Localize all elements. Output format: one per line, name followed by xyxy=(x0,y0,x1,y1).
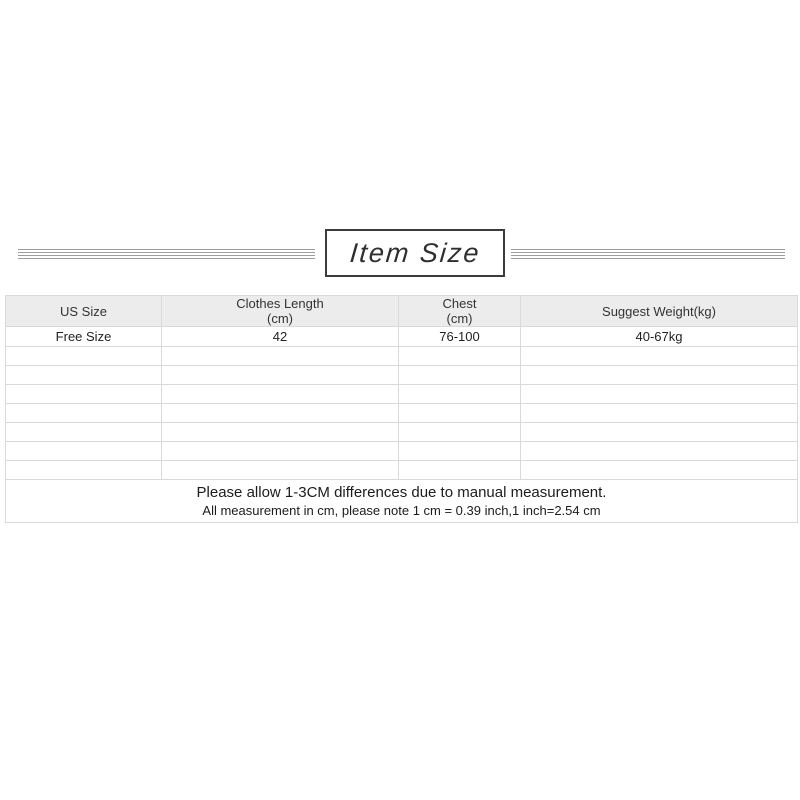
header-clothes-length xyxy=(162,296,399,327)
cell-clothes-length: 42 xyxy=(162,327,399,347)
measurement-note-row xyxy=(6,480,798,523)
empty-row xyxy=(6,442,798,461)
empty-cell xyxy=(6,385,162,404)
empty-row xyxy=(6,385,798,404)
decorative-line-left xyxy=(18,249,315,259)
empty-cell xyxy=(399,366,521,385)
table-header-row xyxy=(6,296,798,327)
empty-cell xyxy=(162,385,399,404)
empty-cell xyxy=(399,385,521,404)
table-row-free-size xyxy=(6,327,798,347)
note-line-2: All measurement in cm, please note 1 cm = 0.39 inch,1 inch=2.54 cm xyxy=(202,503,601,518)
size-table xyxy=(5,295,798,523)
item-size-title: Item Size xyxy=(348,237,482,268)
header-unit: (cm) xyxy=(446,311,473,326)
empty-cell xyxy=(162,423,399,442)
empty-cell xyxy=(521,404,798,423)
cell-us-size: Free Size xyxy=(6,327,162,347)
header-us-size xyxy=(6,296,162,327)
header-label: US Size xyxy=(60,303,107,319)
empty-cell xyxy=(521,385,798,404)
empty-cell xyxy=(399,347,521,366)
empty-rows xyxy=(6,347,798,480)
empty-cell xyxy=(399,461,521,480)
empty-cell xyxy=(162,461,399,480)
empty-cell xyxy=(162,347,399,366)
decorative-line-right xyxy=(511,249,785,259)
header-label: Chest xyxy=(442,296,477,311)
empty-cell xyxy=(521,461,798,480)
empty-cell xyxy=(162,404,399,423)
header-chest xyxy=(399,296,521,327)
empty-cell xyxy=(521,347,798,366)
empty-row xyxy=(6,366,798,385)
empty-cell xyxy=(6,347,162,366)
empty-cell xyxy=(6,423,162,442)
cell-suggest-weight: 40-67kg xyxy=(521,327,798,347)
empty-row xyxy=(6,347,798,366)
header-unit: (cm) xyxy=(267,311,293,326)
empty-row xyxy=(6,423,798,442)
empty-cell xyxy=(6,366,162,385)
header-suggest-weight xyxy=(521,296,798,327)
empty-row xyxy=(6,461,798,480)
empty-cell xyxy=(162,442,399,461)
empty-cell xyxy=(521,442,798,461)
empty-cell xyxy=(6,442,162,461)
empty-cell xyxy=(399,442,521,461)
empty-row xyxy=(6,404,798,423)
cell-chest: 76-100 xyxy=(399,327,521,347)
header-label: Suggest Weight(kg) xyxy=(602,303,716,319)
measurement-note-cell xyxy=(6,480,798,523)
empty-cell xyxy=(6,461,162,480)
header-label: Clothes Length xyxy=(236,296,324,311)
empty-cell xyxy=(6,404,162,423)
item-size-title-box xyxy=(325,229,505,277)
note-line-1: Please allow 1-3CM differences due to manual measurement. xyxy=(196,484,607,501)
empty-cell xyxy=(521,366,798,385)
empty-cell xyxy=(162,366,399,385)
empty-cell xyxy=(399,423,521,442)
empty-cell xyxy=(399,404,521,423)
empty-cell xyxy=(521,423,798,442)
